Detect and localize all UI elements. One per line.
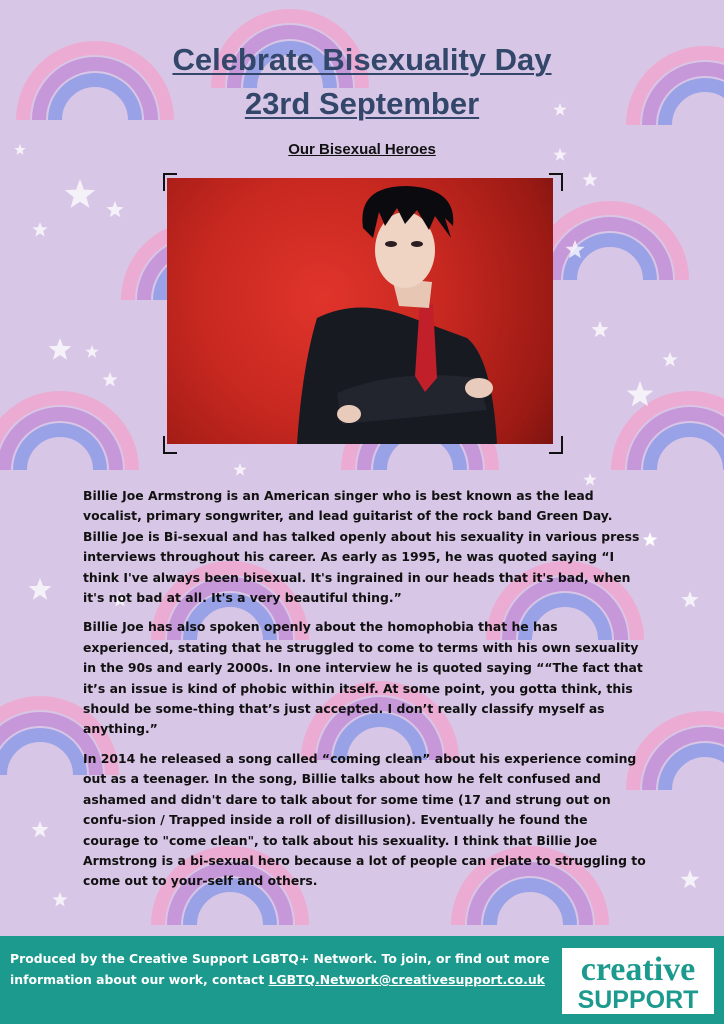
star-icon	[582, 172, 597, 187]
star-icon	[49, 338, 72, 360]
star-icon	[65, 179, 95, 208]
rainbow-decoration	[0, 398, 132, 470]
star-icon	[85, 345, 98, 358]
star-icon	[106, 201, 123, 217]
star-icon	[233, 463, 246, 476]
star-icon	[102, 372, 117, 387]
event-date: 23rd September	[244, 86, 480, 121]
rainbow-decoration	[633, 718, 724, 790]
star-icon	[591, 321, 608, 337]
creative-support-logo	[560, 946, 716, 1016]
star-icon	[31, 821, 48, 837]
star-icon	[583, 473, 596, 486]
section-heading: Our Bisexual Heroes	[288, 141, 436, 158]
paragraph: In 2014 he released a song called “coming clean” about his experience coming out as a teenager. In the song, Billie talks about how he felt confused and ashamed and didn't dare to talk about for some time (17 and strung out on confu-sion / Trapped inside a roll of disillusion). Eventually he found the courage to "come clean", to talk about his sexuality. I think that Billie Joe Armstrong is a bi-sexual hero because a lot of people can relate to struggling to come out to your-self and others.	[83, 750, 646, 889]
star-icon	[681, 870, 700, 888]
page-title: Celebrate Bisexuality Day	[172, 42, 552, 77]
logo-wordmark-top: creative	[580, 951, 696, 988]
photo-frame-corner	[163, 436, 177, 454]
paragraph: Billie Joe has also spoken openly about the homophobia that he has experienced, stating that he struggled to come to terms with his own sexuality in the 90s and early 2000s. In one interview he is quoted saying ““The fact that it’s an issue is kind of phobic within itself. At some point, you gotta think, this should be some-thing that’s just accepted. I don’t really classify myself as anything.”	[83, 619, 643, 737]
logo-wordmark-bottom: SUPPORT	[577, 986, 699, 1014]
star-icon	[32, 222, 47, 237]
photo-frame-corner	[549, 436, 563, 454]
star-icon	[681, 591, 698, 607]
footer-bar	[0, 936, 724, 1024]
star-icon	[29, 578, 52, 600]
footer-text	[10, 948, 558, 990]
star-icon	[662, 352, 677, 367]
article-body	[83, 486, 646, 901]
paragraph: Billie Joe Armstrong is an American singer who is best known as the lead vocalist, primary songwriter, and lead guitarist of the rock band Green Day. Billie Joe is Bi-sexual and has talked openly about his sexuality in various press interviews throughout his career. As early as 1995, he was quoted saying “I think I've always been bisexual. It's ingrained in our heads that it's bad, when it's not bad at all. It's a very beautiful thing.”	[83, 488, 640, 606]
footer-message: Produced by the Creative Support LGBTQ+ Network. To join, or find out more information about our work, contact	[10, 951, 550, 987]
star-icon	[52, 892, 67, 907]
contact-email-link[interactable]: LGBTQ.Network@creativesupport.co.uk	[268, 972, 545, 987]
hero-photo	[167, 178, 553, 444]
rainbow-decoration	[618, 398, 724, 470]
rainbow-decoration	[538, 208, 682, 280]
